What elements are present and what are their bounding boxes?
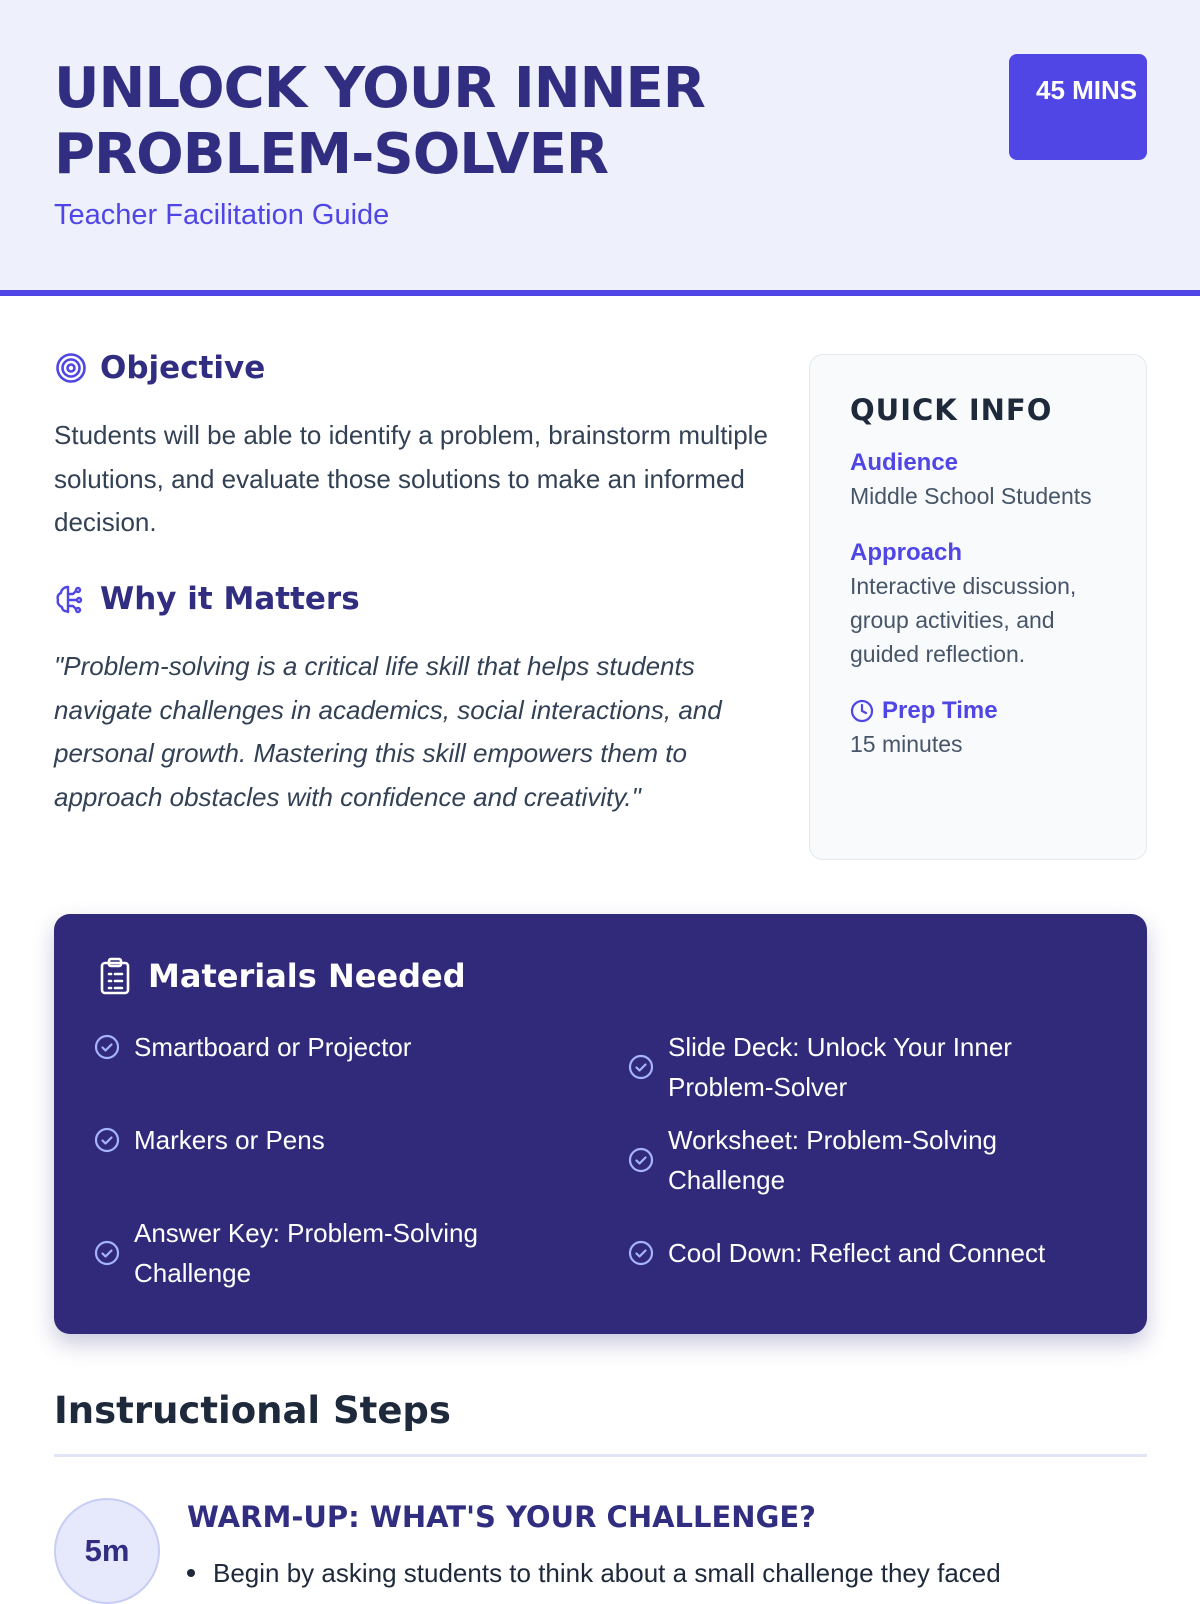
steps-heading: Instructional Steps	[54, 1389, 451, 1432]
step-duration-badge: 5m	[54, 1498, 160, 1604]
prep-time-label-text: Prep Time	[882, 697, 998, 724]
quick-info-title: QUICK INFO	[850, 393, 1053, 427]
materials-heading-label: Materials Needed	[148, 957, 466, 995]
approach-value: Interactive discussion, group activities, and guided reflection.	[850, 573, 1077, 667]
check-circle-icon	[628, 1147, 654, 1173]
material-item	[94, 1027, 564, 1067]
objective-text: Students will be able to identify a problem, brainstorm multiple solutions, and evaluate those solutions to make an informed decision.	[54, 420, 768, 537]
check-circle-icon	[94, 1240, 120, 1266]
material-item	[94, 1213, 564, 1293]
material-item	[628, 1120, 1108, 1200]
check-circle-icon	[628, 1054, 654, 1080]
why-heading	[54, 581, 360, 617]
approach-label: Approach	[850, 539, 963, 566]
prep-time-value: 15 minutes	[850, 731, 963, 757]
objective-heading	[54, 350, 265, 386]
check-circle-icon	[94, 1034, 120, 1060]
material-item-label: Worksheet: Problem-Solving Challenge	[668, 1125, 997, 1195]
why-heading-label: Why it Matters	[100, 581, 360, 617]
divider	[54, 1454, 1147, 1457]
page-subtitle: Teacher Facilitation Guide	[54, 199, 390, 231]
page-header	[0, 0, 1200, 296]
material-item	[628, 1027, 1108, 1107]
clipboard-icon	[96, 956, 134, 996]
prep-time-label	[850, 695, 1106, 727]
material-item-label: Slide Deck: Unlock Your Inner Problem-Solver	[668, 1032, 1012, 1102]
material-item-label: Cool Down: Reflect and Connect	[668, 1238, 1046, 1268]
quick-info-card	[809, 354, 1147, 860]
check-circle-icon	[628, 1240, 654, 1266]
audience-value: Middle School Students	[850, 483, 1092, 509]
step-bullet	[187, 1558, 1147, 1589]
objective-heading-label: Objective	[100, 350, 266, 386]
duration-badge: 45 MINS	[1009, 54, 1147, 160]
target-icon	[54, 351, 88, 385]
clock-icon	[850, 699, 874, 723]
audience-label: Audience	[850, 449, 959, 476]
material-item	[94, 1120, 564, 1160]
page-title: UNLOCK YOUR INNER PROBLEM-SOLVER	[54, 56, 705, 187]
material-item-label: Markers or Pens	[134, 1125, 325, 1155]
materials-panel	[54, 914, 1147, 1334]
why-quote: "Problem-solving is a critical life skill that helps students navigate challenges in academics, social interactions, and personal growth. Mastering this skill empowers them to approach obstacles with confidence and creativity."	[54, 651, 722, 812]
material-item-label: Answer Key: Problem-Solving Challenge	[134, 1218, 478, 1288]
materials-heading	[96, 956, 466, 996]
bullet-dot	[187, 1569, 195, 1577]
brain-icon	[54, 582, 88, 616]
step-title: WARM-UP: WHAT'S YOUR CHALLENGE?	[187, 1500, 817, 1534]
step-bullet-text: Begin by asking students to think about a small challenge they faced	[213, 1558, 1001, 1588]
material-item-label: Smartboard or Projector	[134, 1032, 412, 1062]
material-item	[628, 1233, 1128, 1273]
check-circle-icon	[94, 1127, 120, 1153]
